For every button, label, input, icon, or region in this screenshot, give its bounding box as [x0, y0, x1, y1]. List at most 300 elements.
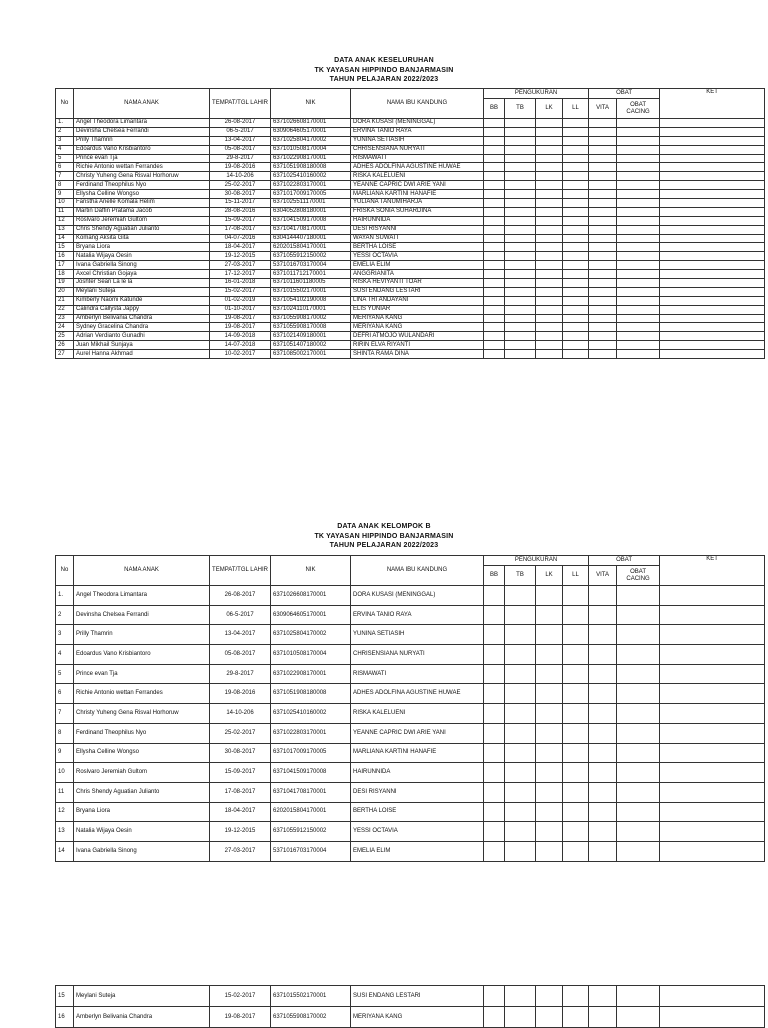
- cell-ll: [563, 1007, 589, 1028]
- cell-ket: [660, 181, 765, 190]
- section1-title: DATA ANAK KESELURUHAN: [334, 57, 434, 64]
- cell-ttl: 25-02-2017: [210, 723, 271, 743]
- cell-no: 5: [56, 154, 74, 163]
- cell-nik: 6371051908180008: [271, 163, 351, 172]
- cell-no: 22: [56, 305, 74, 314]
- cell-ttl: 15-02-2017: [210, 287, 271, 296]
- cell-tb: [505, 199, 536, 208]
- cell-obat-cacing: [617, 605, 660, 625]
- cell-tb: [505, 323, 536, 332]
- cell-vita: [589, 323, 617, 332]
- cell-vita: [589, 305, 617, 314]
- cell-lk: [536, 350, 563, 359]
- table-row: [56, 350, 765, 359]
- cell-ttl: 15-02-2017: [210, 986, 271, 1007]
- cell-ttl: 15-09-2017: [210, 763, 271, 783]
- cell-nama-anak: Roslvaro Jeremiah Gultom: [74, 216, 210, 225]
- cell-bb: [484, 225, 505, 234]
- cell-lk: [536, 172, 563, 181]
- cell-vita: [589, 252, 617, 261]
- cell-obat-cacing: [617, 341, 660, 350]
- cell-bb: [484, 782, 505, 802]
- table-row: [56, 782, 765, 802]
- cell-ttl: 26-08-2017: [210, 119, 271, 128]
- cell-ket: [660, 782, 765, 802]
- cell-nik: 6371011712170001: [271, 270, 351, 279]
- cell-obat-cacing: [617, 225, 660, 234]
- cell-ttl: 14-10-206: [210, 172, 271, 181]
- cell-ibu: MERIYANA KANG: [351, 1007, 484, 1028]
- cell-vita: [589, 145, 617, 154]
- header-pengukuran: PENGUKURAN: [484, 556, 589, 566]
- cell-nama-anak: Edoardus Vano Krisbiantoro: [74, 645, 210, 665]
- cell-ll: [563, 684, 589, 704]
- cell-ket: [660, 163, 765, 172]
- cell-ll: [563, 181, 589, 190]
- section2-title-block: [0, 522, 768, 551]
- cell-ll: [563, 605, 589, 625]
- cell-ll: [563, 341, 589, 350]
- cell-obat-cacing: [617, 305, 660, 314]
- cell-obat-cacing: [617, 154, 660, 163]
- table-row: [56, 127, 765, 136]
- cell-ll: [563, 350, 589, 359]
- cell-nama-anak: Chris Shendy Aguatian Julianto: [74, 225, 210, 234]
- cell-ket: [660, 625, 765, 645]
- cell-ibu: YUNINA SETIASIH: [351, 136, 484, 145]
- cell-ibu: SHINTA RAMA DINA: [351, 350, 484, 359]
- cell-vita: [589, 332, 617, 341]
- cell-tb: [505, 225, 536, 234]
- cell-bb: [484, 190, 505, 199]
- cell-nama-anak: Prince evan Tja: [74, 664, 210, 684]
- cell-tb: [505, 234, 536, 243]
- cell-ll: [563, 305, 589, 314]
- cell-obat-cacing: [617, 136, 660, 145]
- cell-ibu: SUSI ENDANG LESTARI: [351, 287, 484, 296]
- cell-ibu: MERIYANA KANG: [351, 323, 484, 332]
- cell-ket: [660, 252, 765, 261]
- cell-no: 17: [56, 261, 74, 270]
- cell-no: 3: [56, 625, 74, 645]
- cell-ll: [563, 225, 589, 234]
- cell-no: 14: [56, 234, 74, 243]
- cell-no: 24: [56, 323, 74, 332]
- table-row: [56, 802, 765, 822]
- cell-ll: [563, 314, 589, 323]
- cell-lk: [536, 261, 563, 270]
- cell-tb: [505, 704, 536, 724]
- cell-ll: [563, 645, 589, 665]
- cell-tb: [505, 332, 536, 341]
- cell-ket: [660, 332, 765, 341]
- cell-tb: [505, 296, 536, 305]
- cell-bb: [484, 645, 505, 665]
- section1-title-block: [0, 56, 768, 85]
- cell-no: 6: [56, 684, 74, 704]
- table-row: [56, 287, 765, 296]
- cell-obat-cacing: [617, 252, 660, 261]
- cell-nama-anak: Amberlyn Belivania Chandra: [74, 314, 210, 323]
- table-row: [56, 296, 765, 305]
- cell-obat-cacing: [617, 181, 660, 190]
- cell-no: 6: [56, 163, 74, 172]
- cell-no: 7: [56, 172, 74, 181]
- cell-no: 5: [56, 664, 74, 684]
- cell-ttl: 06-5-2017: [210, 127, 271, 136]
- cell-lk: [536, 782, 563, 802]
- cell-nik: 6371025511170001: [271, 199, 351, 208]
- table-row: [56, 763, 765, 783]
- header-ibu: NAMA IBU KANDUNG: [351, 556, 484, 586]
- table-row: [56, 323, 765, 332]
- cell-tb: [505, 279, 536, 288]
- cell-nama-anak: Joshter Sean La le la: [74, 279, 210, 288]
- cell-vita: [589, 841, 617, 861]
- header-no: No: [56, 89, 74, 119]
- cell-ttl: 17-12-2017: [210, 270, 271, 279]
- cell-ll: [563, 279, 589, 288]
- cell-obat-cacing: [617, 684, 660, 704]
- cell-tb: [505, 1007, 536, 1028]
- cell-nama-anak: Amberlyn Belivania Chandra: [74, 1007, 210, 1028]
- cell-no: 4: [56, 645, 74, 665]
- cell-vita: [589, 199, 617, 208]
- cell-obat-cacing: [617, 332, 660, 341]
- cell-ibu: FRISKA SONIA SUHARDINA: [351, 207, 484, 216]
- cell-ibu: DORA KUSASI (MENINGGAL): [351, 119, 484, 128]
- cell-no: 4: [56, 145, 74, 154]
- cell-nik: 6371085002170001: [271, 350, 351, 359]
- cell-ll: [563, 261, 589, 270]
- cell-no: 10: [56, 199, 74, 208]
- table-row: [56, 154, 765, 163]
- section2-title: DATA ANAK KELOMPOK B: [337, 523, 431, 530]
- cell-lk: [536, 145, 563, 154]
- header-ttl: TEMPAT/TGL LAHIR: [210, 556, 271, 586]
- cell-ll: [563, 704, 589, 724]
- cell-ll: [563, 763, 589, 783]
- cell-nama-anak: Natalia Wijaya Oesin: [74, 252, 210, 261]
- cell-ibu: BERTHA LOISE: [351, 243, 484, 252]
- cell-ttl: 19-08-2016: [210, 163, 271, 172]
- table-row: [56, 625, 765, 645]
- cell-no: 13: [56, 822, 74, 842]
- table-row: [56, 341, 765, 350]
- cell-ttl: 19-12-2015: [210, 252, 271, 261]
- cell-vita: [589, 743, 617, 763]
- cell-lk: [536, 822, 563, 842]
- cell-tb: [505, 763, 536, 783]
- cell-nik: 6371026608170001: [271, 586, 351, 606]
- cell-tb: [505, 723, 536, 743]
- cell-obat-cacing: [617, 261, 660, 270]
- header-tb: TB: [505, 566, 536, 586]
- cell-lk: [536, 225, 563, 234]
- cell-nik: 6371041509170008: [271, 763, 351, 783]
- cell-bb: [484, 822, 505, 842]
- cell-nama-anak: Christy Yuheng Gena Risval Horhoruw: [74, 172, 210, 181]
- cell-nik: 6371015502170001: [271, 287, 351, 296]
- cell-nik: 6371026608170001: [271, 119, 351, 128]
- cell-no: 11: [56, 207, 74, 216]
- cell-ttl: 18-04-2017: [210, 802, 271, 822]
- cell-obat-cacing: [617, 704, 660, 724]
- cell-ttl: 29-8-2017: [210, 154, 271, 163]
- cell-tb: [505, 645, 536, 665]
- cell-ttl: 19-08-2017: [210, 314, 271, 323]
- cell-ibu: RISKA HEVIYANTI TOAR: [351, 279, 484, 288]
- cell-vita: [589, 154, 617, 163]
- table-row: [56, 172, 765, 181]
- cell-obat-cacing: [617, 723, 660, 743]
- cell-nik: 6371022908170001: [271, 154, 351, 163]
- table-row: [56, 704, 765, 724]
- cell-ttl: 30-08-2017: [210, 190, 271, 199]
- cell-obat-cacing: [617, 802, 660, 822]
- cell-ll: [563, 323, 589, 332]
- cell-nik: 6371055912150002: [271, 252, 351, 261]
- cell-ll: [563, 127, 589, 136]
- header-pengukuran: PENGUKURAN: [484, 89, 589, 99]
- cell-ll: [563, 154, 589, 163]
- cell-ttl: 18-04-2017: [210, 243, 271, 252]
- cell-vita: [589, 341, 617, 350]
- cell-lk: [536, 119, 563, 128]
- cell-bb: [484, 605, 505, 625]
- cell-obat-cacing: [617, 207, 660, 216]
- cell-nik: 6371010508170004: [271, 645, 351, 665]
- table-row: [56, 252, 765, 261]
- cell-vita: [589, 190, 617, 199]
- table-row: [56, 181, 765, 190]
- cell-nama-anak: Christy Yuheng Gena Risval Horhoruw: [74, 704, 210, 724]
- cell-ket: [660, 314, 765, 323]
- cell-nik: 6304144407180001: [271, 234, 351, 243]
- cell-ttl: 01-10-2017: [210, 305, 271, 314]
- cell-lk: [536, 341, 563, 350]
- table-row: [56, 216, 765, 225]
- cell-nik: 6371015502170001: [271, 986, 351, 1007]
- cell-bb: [484, 199, 505, 208]
- cell-ttl: 14-10-206: [210, 704, 271, 724]
- cell-ttl: 27-03-2017: [210, 261, 271, 270]
- cell-no: 19: [56, 279, 74, 288]
- cell-vita: [589, 625, 617, 645]
- cell-nama-anak: Richie Antonio wettan Ferrandes: [74, 163, 210, 172]
- cell-bb: [484, 841, 505, 861]
- cell-nik: 6371054102190008: [271, 296, 351, 305]
- cell-tb: [505, 341, 536, 350]
- cell-ket: [660, 270, 765, 279]
- cell-ibu: ADHES ADOLFINA AGUSTINE HUWAE: [351, 163, 484, 172]
- cell-nik: 6202015804170001: [271, 802, 351, 822]
- header-tb: TB: [505, 99, 536, 119]
- cell-nik: 6371055908170002: [271, 314, 351, 323]
- cell-ttl: 05-08-2017: [210, 145, 271, 154]
- cell-obat-cacing: [617, 199, 660, 208]
- table-group-b-continued: [55, 985, 765, 1028]
- cell-ttl: 30-08-2017: [210, 743, 271, 763]
- cell-ibu: WAYAN SUWATI: [351, 234, 484, 243]
- cell-ll: [563, 190, 589, 199]
- cell-nik: 6371025410160002: [271, 172, 351, 181]
- cell-tb: [505, 822, 536, 842]
- table-row: [56, 207, 765, 216]
- cell-ttl: 16-01-2018: [210, 279, 271, 288]
- cell-obat-cacing: [617, 1007, 660, 1028]
- cell-bb: [484, 207, 505, 216]
- header-bb: BB: [484, 99, 505, 119]
- cell-obat-cacing: [617, 350, 660, 359]
- cell-ttl: 17-08-2017: [210, 782, 271, 802]
- cell-lk: [536, 625, 563, 645]
- cell-nik: 5371016703170004: [271, 841, 351, 861]
- cell-obat-cacing: [617, 782, 660, 802]
- cell-vita: [589, 127, 617, 136]
- cell-bb: [484, 181, 505, 190]
- cell-tb: [505, 605, 536, 625]
- cell-obat-cacing: [617, 234, 660, 243]
- cell-obat-cacing: [617, 314, 660, 323]
- cell-no: 15: [56, 986, 74, 1007]
- cell-ttl: 14-09-2018: [210, 332, 271, 341]
- cell-ttl: 27-03-2017: [210, 841, 271, 861]
- cell-ibu: DEFRI ATMOJO WULANDARI: [351, 332, 484, 341]
- cell-ll: [563, 145, 589, 154]
- cell-lk: [536, 270, 563, 279]
- cell-vita: [589, 270, 617, 279]
- cell-ibu: RISKA KALELUENI: [351, 172, 484, 181]
- cell-obat-cacing: [617, 986, 660, 1007]
- cell-ibu: MERIYANA KANG: [351, 314, 484, 323]
- cell-ket: [660, 216, 765, 225]
- cell-ibu: HAIRUNNIDA: [351, 216, 484, 225]
- cell-nik: 6371041708170001: [271, 225, 351, 234]
- cell-ket: [660, 341, 765, 350]
- cell-obat-cacing: [617, 763, 660, 783]
- cell-lk: [536, 802, 563, 822]
- cell-ket: [660, 743, 765, 763]
- cell-ibu: SUSI ENDANG LESTARI: [351, 986, 484, 1007]
- cell-lk: [536, 723, 563, 743]
- cell-nik: 6309064605170001: [271, 127, 351, 136]
- cell-bb: [484, 172, 505, 181]
- table-row: [56, 145, 765, 154]
- cell-no: 14: [56, 841, 74, 861]
- cell-tb: [505, 743, 536, 763]
- cell-nama-anak: Richie Antonio wettan Ferrandes: [74, 684, 210, 704]
- cell-bb: [484, 287, 505, 296]
- cell-ttl: 15-11-2017: [210, 199, 271, 208]
- cell-ll: [563, 332, 589, 341]
- cell-ket: [660, 1007, 765, 1028]
- cell-no: 11: [56, 782, 74, 802]
- table-row: [56, 243, 765, 252]
- cell-nama-anak: Ivana Gabriella Sinong: [74, 841, 210, 861]
- cell-tb: [505, 841, 536, 861]
- cell-ll: [563, 782, 589, 802]
- cell-tb: [505, 243, 536, 252]
- cell-nama-anak: Juan Mikhail Sunjaya: [74, 341, 210, 350]
- cell-obat-cacing: [617, 279, 660, 288]
- cell-no: 1.: [56, 119, 74, 128]
- cell-nama-anak: Prince evan Tja: [74, 154, 210, 163]
- cell-ttl: 26-08-2017: [210, 586, 271, 606]
- cell-obat-cacing: [617, 127, 660, 136]
- table-row: [56, 261, 765, 270]
- cell-ll: [563, 287, 589, 296]
- cell-no: 23: [56, 314, 74, 323]
- cell-ket: [660, 763, 765, 783]
- cell-nama-anak: Angel Theodora Limantara: [74, 119, 210, 128]
- cell-bb: [484, 127, 505, 136]
- cell-ll: [563, 136, 589, 145]
- cell-bb: [484, 154, 505, 163]
- cell-bb: [484, 252, 505, 261]
- cell-ibu: MARLIANA KARTINI HANAFIE: [351, 190, 484, 199]
- table-row: [56, 270, 765, 279]
- cell-no: 21: [56, 296, 74, 305]
- cell-nama-anak: Roslvaro Jeremiah Gultom: [74, 763, 210, 783]
- cell-lk: [536, 287, 563, 296]
- table-row: [56, 822, 765, 842]
- cell-bb: [484, 136, 505, 145]
- cell-nik: 6371022908170001: [271, 664, 351, 684]
- header-obat-cacing: OBAT CACING: [617, 566, 660, 586]
- cell-nik: 6371051908180008: [271, 684, 351, 704]
- cell-nama-anak: Bryana Liora: [74, 802, 210, 822]
- cell-lk: [536, 664, 563, 684]
- cell-ll: [563, 822, 589, 842]
- cell-vita: [589, 822, 617, 842]
- cell-ibu: ERVINA TANIO RAYA: [351, 605, 484, 625]
- cell-bb: [484, 743, 505, 763]
- cell-ket: [660, 822, 765, 842]
- cell-lk: [536, 154, 563, 163]
- cell-ttl: 05-08-2017: [210, 645, 271, 665]
- cell-tb: [505, 986, 536, 1007]
- table-row: [56, 605, 765, 625]
- cell-vita: [589, 763, 617, 783]
- cell-ll: [563, 252, 589, 261]
- cell-obat-cacing: [617, 270, 660, 279]
- cell-nama-anak: Devinsha Chelsea Ferrandi: [74, 605, 210, 625]
- cell-ll: [563, 243, 589, 252]
- header-ll: LL: [563, 99, 589, 119]
- cell-lk: [536, 207, 563, 216]
- cell-tb: [505, 252, 536, 261]
- cell-no: 3: [56, 136, 74, 145]
- cell-nama-anak: Natalia Wijaya Oesin: [74, 822, 210, 842]
- cell-lk: [536, 243, 563, 252]
- cell-ll: [563, 586, 589, 606]
- cell-obat-cacing: [617, 145, 660, 154]
- cell-no: 9: [56, 190, 74, 199]
- cell-bb: [484, 163, 505, 172]
- cell-vita: [589, 704, 617, 724]
- cell-ttl: 01-02-2019: [210, 296, 271, 305]
- header-lk: LK: [536, 566, 563, 586]
- cell-vita: [589, 261, 617, 270]
- cell-vita: [589, 986, 617, 1007]
- table-row: [56, 986, 765, 1007]
- cell-tb: [505, 172, 536, 181]
- cell-lk: [536, 586, 563, 606]
- cell-ket: [660, 323, 765, 332]
- cell-ibu: ANGGRIANITA: [351, 270, 484, 279]
- cell-bb: [484, 802, 505, 822]
